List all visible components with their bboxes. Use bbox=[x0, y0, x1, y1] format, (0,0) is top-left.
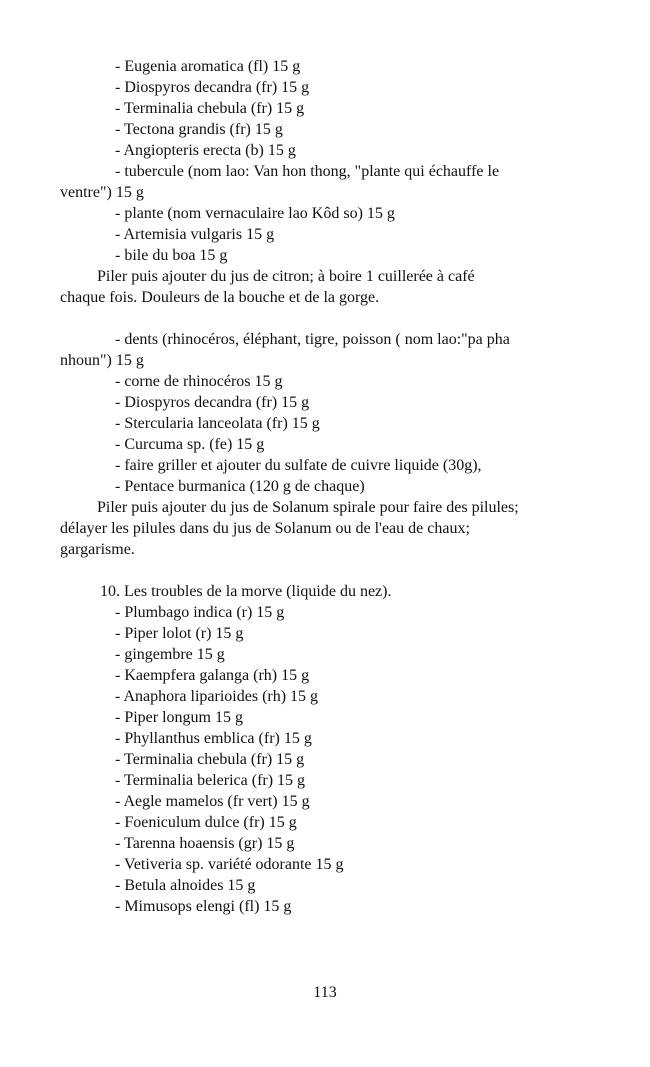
ingredient-line: - Stercularia lanceolata (fr) 15 g bbox=[115, 415, 320, 432]
ingredient-line: - Kaempfera galanga (rh) 15 g bbox=[115, 667, 310, 684]
section-heading: 10. Les troubles de la morve (liquide du nez). bbox=[100, 583, 392, 600]
instruction-line: Piler puis ajouter du jus de citron; à boire 1 cuillerée à café bbox=[97, 268, 475, 285]
ingredient-line: - Diospyros decandra (fr) 15 g bbox=[115, 79, 310, 96]
ingredient-line: - Mimusops elengi (fl) 15 g bbox=[115, 898, 292, 915]
recipe-1 bbox=[60, 56, 580, 308]
ingredient-line: - Terminalia chebula (fr) 15 g bbox=[115, 751, 305, 768]
ingredient-line-continued: ventre") 15 g bbox=[60, 184, 144, 201]
ingredient-line: - Anaphora liparioides (rh) 15 g bbox=[115, 688, 319, 705]
ingredient-line: - Phyllanthus emblica (fr) 15 g bbox=[115, 730, 312, 747]
instruction-line: chaque fois. Douleurs de la bouche et de la gorge. bbox=[60, 289, 380, 306]
section-10 bbox=[60, 581, 580, 917]
ingredient-line: - Aegle mamelos (fr vert) 15 g bbox=[115, 793, 310, 810]
ingredient-line: - Terminalia chebula (fr) 15 g bbox=[115, 100, 305, 117]
instruction-line: délayer les pilules dans du jus de Solanum ou de l'eau de chaux; bbox=[60, 520, 470, 537]
ingredient-line: - Tarenna hoaensis (gr) 15 g bbox=[115, 835, 295, 852]
ingredient-line: - Tectona grandis (fr) 15 g bbox=[115, 121, 283, 138]
ingredient-line: - Plumbago indica (r) 15 g bbox=[115, 604, 285, 621]
ingredient-line: - Artemisia vulgaris 15 g bbox=[115, 226, 275, 243]
ingredient-line-continued: nhoun") 15 g bbox=[60, 352, 144, 369]
ingredient-line: - faire griller et ajouter du sulfate de cuivre liquide (30g), bbox=[115, 457, 482, 474]
ingredient-line: - Piper longum 15 g bbox=[115, 709, 243, 726]
page-number: 113 bbox=[313, 984, 337, 1001]
ingredient-line: - Betula alnoides 15 g bbox=[115, 877, 256, 894]
recipe-2 bbox=[60, 329, 580, 560]
ingredient-line: - Angiopteris erecta (b) 15 g bbox=[115, 142, 296, 159]
ingredient-line: - bile du boa 15 g bbox=[115, 247, 228, 264]
ingredient-line: - Piper lolot (r) 15 g bbox=[115, 625, 244, 642]
ingredient-line: - tubercule (nom lao: Van hon thong, "plante qui échauffe le bbox=[115, 163, 500, 180]
ingredient-line: - plante (nom vernaculaire lao Kôd so) 15 g bbox=[115, 205, 395, 222]
ingredient-line: - Eugenia aromatica (fl) 15 g bbox=[115, 58, 301, 75]
ingredient-line: - Pentace burmanica (120 g de chaque) bbox=[115, 478, 365, 495]
ingredient-line: - corne de rhinocéros 15 g bbox=[115, 373, 283, 390]
ingredient-line: - Curcuma sp. (fe) 15 g bbox=[115, 436, 265, 453]
ingredient-line: - Terminalia belerica (fr) 15 g bbox=[115, 772, 306, 789]
instruction-line: gargarisme. bbox=[60, 541, 135, 558]
instruction-line: Piler puis ajouter du jus de Solanum spirale pour faire des pilules; bbox=[97, 499, 519, 516]
ingredient-line: - Vetiveria sp. variété odorante 15 g bbox=[115, 856, 344, 873]
ingredient-line: - Diospyros decandra (fr) 15 g bbox=[115, 394, 310, 411]
ingredient-line: - gingembre 15 g bbox=[115, 646, 225, 663]
ingredient-line: - dents (rhinocéros, éléphant, tigre, poisson ( nom lao:"pa pha bbox=[115, 331, 510, 348]
ingredient-line: - Foeniculum dulce (fr) 15 g bbox=[115, 814, 297, 831]
